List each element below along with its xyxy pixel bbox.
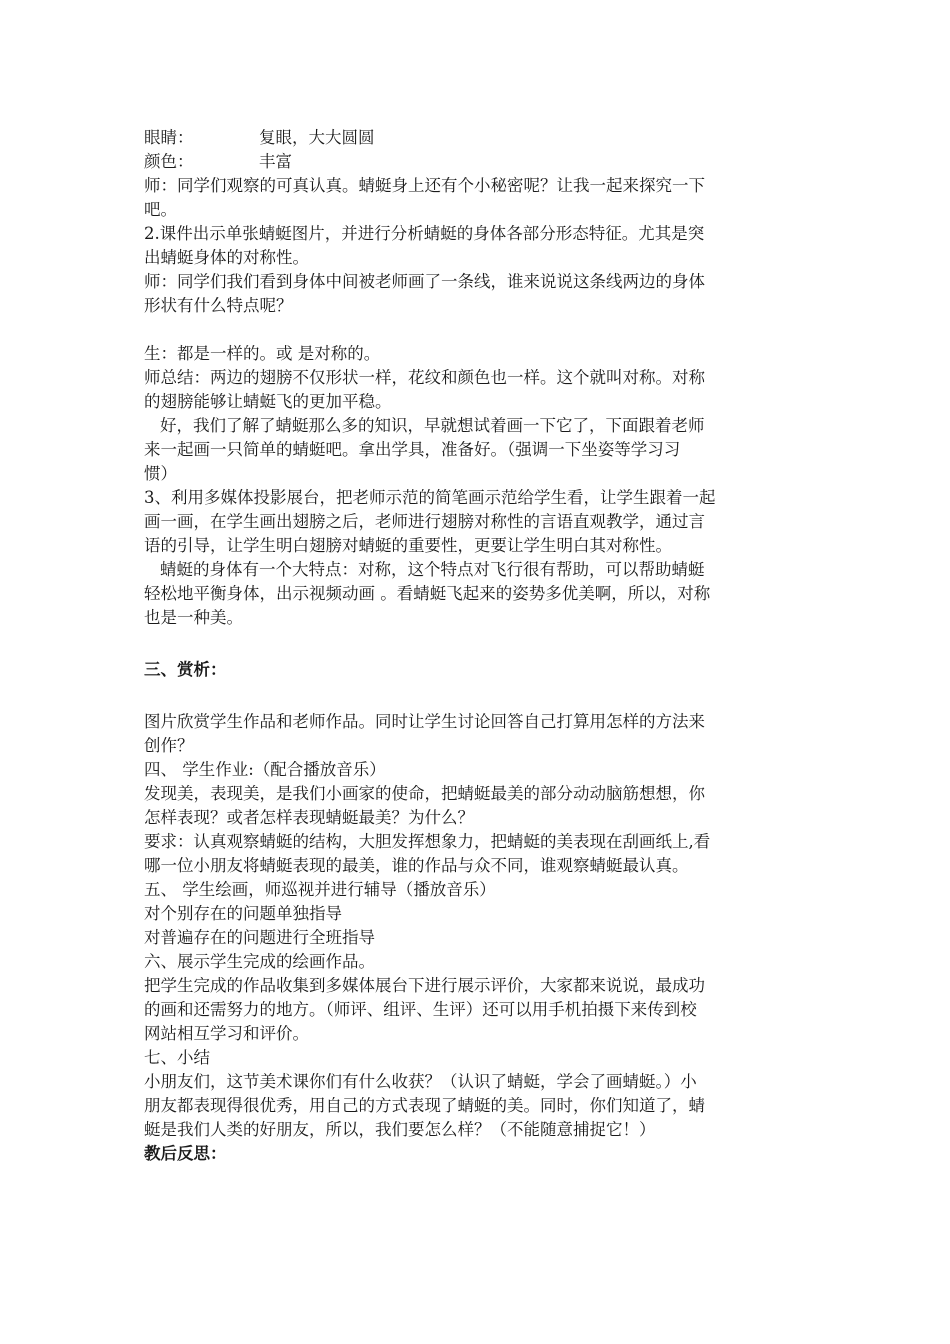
text-line: 把学生完成的作品收集到多媒体展台下进行展示评价，大家都来说说，最成功 xyxy=(144,976,705,995)
section-heading-drawing: 五、 学生绘画，师巡视并进行辅导（播放音乐） xyxy=(144,880,496,899)
text-line: 好，我们了解了蜻蜓那么多的知识，早就想试着画一下它了，下面跟着老师 xyxy=(160,416,705,435)
text-line: 对个别存在的问题单独指导 xyxy=(144,904,342,923)
eyes-value: 复眼，大大圆圆 xyxy=(259,128,375,147)
text-line: 图片欣赏学生作品和老师作品。同时让学生讨论回答自己打算用怎样的方法来 xyxy=(144,712,705,731)
text-line: 师：同学们我们看到身体中间被老师画了一条线，谁来说说这条线两边的身体 xyxy=(144,272,705,291)
spacer xyxy=(144,682,810,710)
text-line: 惯） xyxy=(144,464,177,483)
section-heading-summary: 七、小结 xyxy=(144,1048,210,1067)
text-line: 语的引导，让学生明白翅膀对蜻蜓的重要性，更要让学生明白其对称性。 xyxy=(144,536,672,555)
section-heading-homework: 四、 学生作业:（配合播放音乐） xyxy=(144,760,386,779)
text-line: 哪一位小朋友将蜻蜓表现的最美，谁的作品与众不同，谁观察蜻蜓最认真。 xyxy=(144,856,689,875)
color-row xyxy=(144,150,810,174)
text-line: 怎样表现？或者怎样表现蜻蜓最美？为什么？ xyxy=(144,808,474,827)
text-line: 2.课件出示单张蜻蜓图片，并进行分析蜻蜓的身体各部分形态特征。尤其是突 xyxy=(144,224,705,243)
text-line: 创作？ xyxy=(144,736,194,755)
text-line: 3、利用多媒体投影展台，把老师示范的简笔画示范给学生看，让学生跟着一起 xyxy=(144,488,716,507)
text-line: 师：同学们观察的可真认真。蜻蜓身上还有个小秘密呢？让我一起来探究一下 xyxy=(144,176,705,195)
text-line: 来一起画一只简单的蜻蜓吧。拿出学具，准备好。（强调一下坐姿等学习习 xyxy=(144,440,681,459)
spacer xyxy=(144,318,810,342)
text-line: 生：都是一样的。或 是对称的。 xyxy=(144,344,381,363)
text-line: 形状有什么特点呢？ xyxy=(144,296,293,315)
section-heading-reflection: 教后反思： xyxy=(144,1144,227,1163)
text-line: 对普遍存在的问题进行全班指导 xyxy=(144,928,375,947)
text-line: 朋友都表现得很优秀，用自己的方式表现了蜻蜓的美。同时，你们知道了，蜻 xyxy=(144,1096,705,1115)
text-line: 发现美，表现美，是我们小画家的使命，把蜻蜓最美的部分动动脑筋想想，你 xyxy=(144,784,705,803)
text-line: 蜓是我们人类的好朋友，所以，我们要怎么样？（不能随意捕捉它！） xyxy=(144,1120,656,1139)
eyes-row xyxy=(144,126,810,150)
text-line: 网站相互学习和评价。 xyxy=(144,1024,309,1043)
text-line: 师总结：两边的翅膀不仅形状一样，花纹和颜色也一样。这个就叫对称。对称 xyxy=(144,368,705,387)
color-value: 丰富 xyxy=(259,152,292,171)
text-line: 画一画，在学生画出翅膀之后，老师进行翅膀对称性的言语直观教学，通过言 xyxy=(144,512,705,531)
spacer xyxy=(144,630,810,658)
section-heading-display: 六、展示学生完成的绘画作品。 xyxy=(144,952,375,971)
text-line: 要求：认真观察蜻蜓的结构，大胆发挥想象力，把蜻蜓的美表现在刮画纸上,看 xyxy=(144,832,711,851)
text-line: 吧。 xyxy=(144,200,177,219)
text-line: 轻松地平衡身体，出示视频动画 。看蜻蜓飞起来的姿势多优美啊，所以，对称 xyxy=(144,584,711,603)
document-body xyxy=(144,126,810,1166)
section-heading-appreciation: 三、赏析： xyxy=(144,660,227,679)
text-line: 蜻蜓的身体有一个大特点：对称，这个特点对飞行很有帮助，可以帮助蜻蜓 xyxy=(160,560,705,579)
eyes-label: 眼睛： xyxy=(144,128,194,147)
text-line: 小朋友们，这节美术课你们有什么收获？（认识了蜻蜓，学会了画蜻蜓。）小 xyxy=(144,1072,697,1091)
text-line: 的翅膀能够让蜻蜓飞的更加平稳。 xyxy=(144,392,392,411)
text-line: 也是一种美。 xyxy=(144,608,243,627)
color-label: 颜色： xyxy=(144,152,194,171)
text-line: 出蜻蜓身体的对称性。 xyxy=(144,248,309,267)
text-line: 的画和还需努力的地方。（师评、组评、生评）还可以用手机拍摄下来传到校 xyxy=(144,1000,697,1019)
